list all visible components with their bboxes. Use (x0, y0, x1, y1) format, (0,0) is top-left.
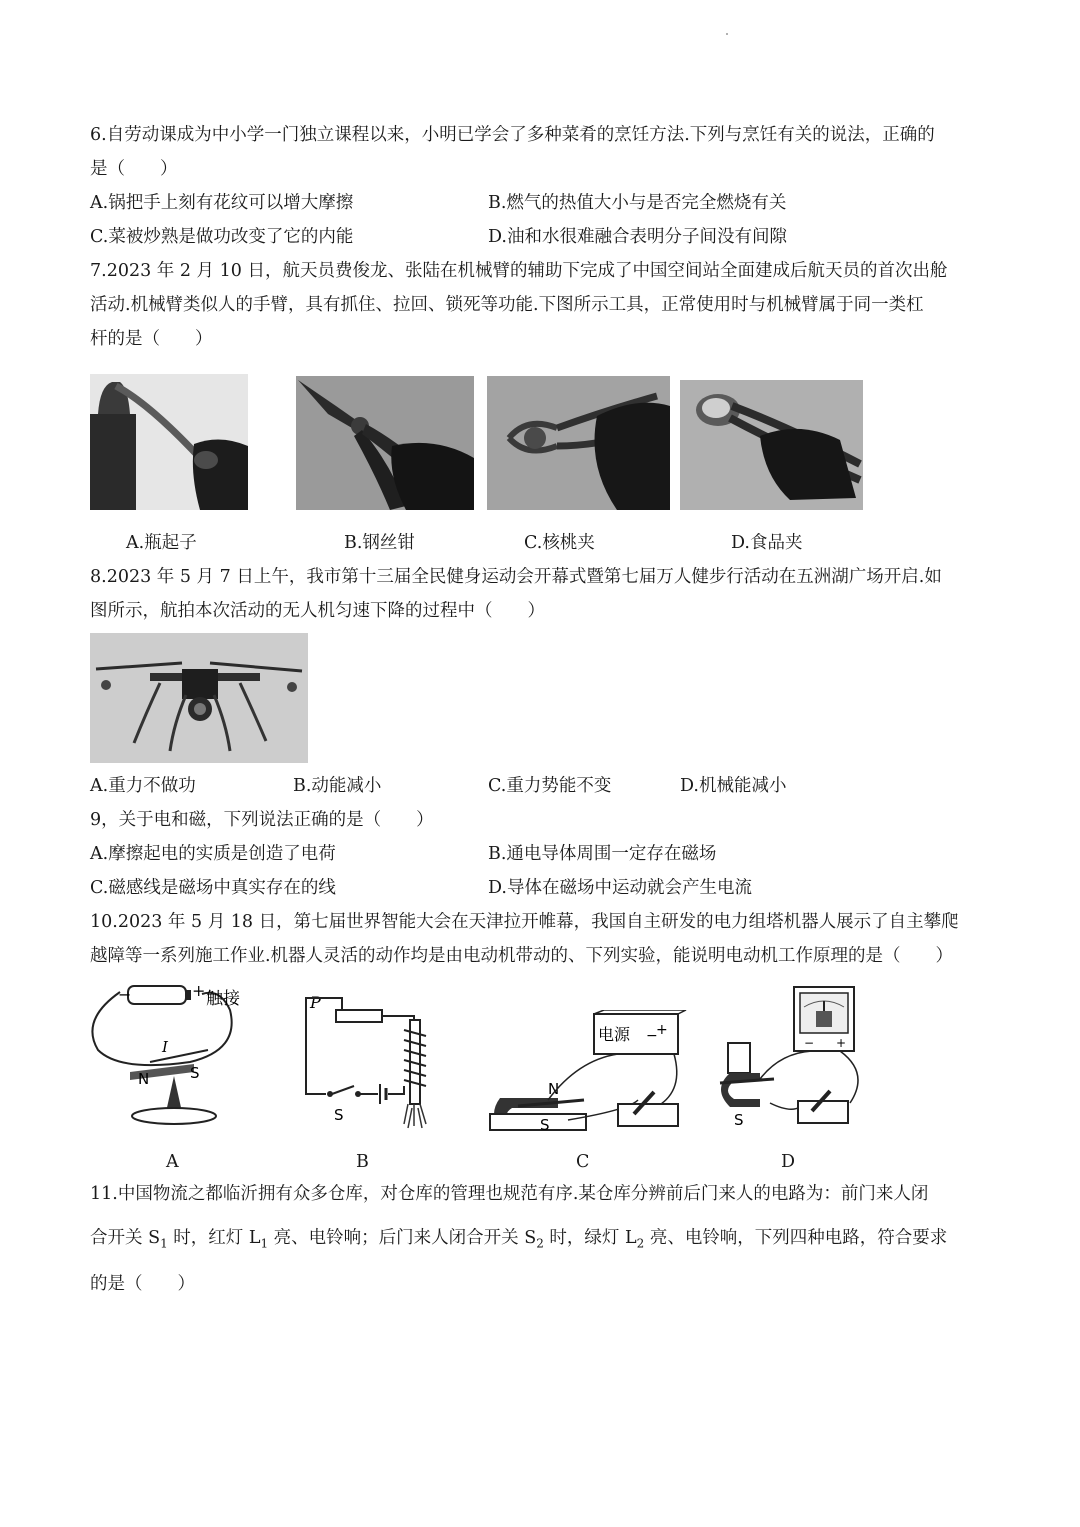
q11-text-b: 时，红灯 L (167, 1228, 261, 1248)
q7-stem-line3: 杆的是（ ） (90, 329, 213, 349)
q9-option-b: B.通电导体周围一定存在磁场 (488, 844, 717, 864)
q11-line2 (90, 1226, 947, 1256)
meter-plus-label: + (836, 1036, 847, 1050)
q7-stem-line1: 7.2023 年 2 月 10 日，航天员费俊龙、张陆在机械臂的辅助下完成了中国空间站全面建成后航天员的首次出舱 (90, 261, 948, 281)
bottle-opener-photo (90, 374, 248, 510)
motor-principle-diagram (488, 1010, 688, 1135)
q11-text-c: 亮、电铃响；后门来人闭合开关 S (268, 1228, 537, 1248)
meter-minus-label: − (804, 1036, 815, 1050)
q8-option-a: A.重力不做功 (90, 776, 196, 796)
switch-s-label-b: S (334, 1106, 344, 1124)
power-minus-label: − (646, 1028, 658, 1044)
q6-option-d: D.油和水很难融合表明分子间没有间隙 (488, 227, 787, 247)
q9-option-d: D.导体在磁场中运动就会产生电流 (488, 878, 752, 898)
needle-n-label: N (138, 1070, 150, 1088)
generator-principle-diagram (700, 983, 870, 1133)
magnet-s-label-c: S (540, 1116, 550, 1134)
magnet-s-label-d: S (734, 1111, 744, 1129)
magnet-n-label-c: N (548, 1080, 560, 1098)
q8-option-c: C.重力势能不变 (488, 776, 612, 796)
touch-label: 触接 (206, 989, 240, 1009)
q10-caption-b: B (356, 1152, 369, 1172)
q6-option-c: C.菜被炒熟是做功改变了它的内能 (90, 227, 354, 247)
q10-stem-line1: 10.2023 年 5 月 18 日，第七届世界智能大会在天津拉开帷幕，我国自主研发的电力组塔机器人展示了自主攀爬 (90, 912, 959, 932)
q6-stem-line1: 6.自劳动课成为中小学一门独立课程以来，小明已学会了多种菜肴的烹饪方法.下列与烹饪有关的说法，正确的 (90, 125, 935, 145)
q9-option-c: C.磁感线是磁场中真实存在的线 (90, 878, 336, 898)
l1-sub: 1 (260, 1236, 269, 1251)
q7-caption-a: A.瓶起子 (126, 533, 197, 553)
q8-stem-line2: 图所示，航拍本次活动的无人机匀速下降的过程中（ ） (90, 601, 545, 621)
q6-stem-line2: 是（ ） (90, 159, 178, 179)
wire-pliers-photo (296, 376, 474, 510)
q8-option-d: D.机械能减小 (680, 776, 787, 796)
q10-caption-d: D (781, 1152, 796, 1172)
q10-caption-a: A (166, 1152, 179, 1172)
q11-text-e: 亮、电铃响，下列四种电路，符合要求 (644, 1228, 948, 1248)
power-supply-label: 电源 (598, 1025, 631, 1044)
food-tongs-photo (680, 380, 863, 510)
q7-caption-d: D.食品夹 (731, 533, 803, 553)
q7-stem-line2: 活动.机械臂类似人的手臂，具有抓住、拉回、锁死等功能.下图所示工具，正常使用时与机械臂属于同一类杠 (90, 295, 924, 315)
current-label: I (162, 1038, 168, 1056)
electromagnet-diagram (296, 990, 446, 1130)
s2-sub: 2 (536, 1236, 544, 1251)
q9-option-a: A.摩擦起电的实质是创造了电荷 (90, 844, 336, 864)
q10-caption-c: C (576, 1152, 590, 1172)
needle-s-label: S (190, 1064, 200, 1082)
nutcracker-photo (487, 376, 670, 510)
q6-option-b: B.燃气的热值大小与是否完全燃烧有关 (488, 193, 787, 213)
battery-minus-label: − (118, 985, 132, 1004)
power-plus-label: + (656, 1022, 668, 1038)
s1-sub: 1 (160, 1236, 168, 1251)
q10-stem-line2: 越障等一系列施工作业.机器人灵活的动作均是由电动机带动的、下列实验，能说明电动机工作原理的是（ ） (90, 946, 954, 966)
q6-option-a: A.锅把手上刻有花纹可以增大摩擦 (90, 193, 354, 213)
drone-photo (90, 633, 308, 763)
q11-line1: 11.中国物流之都临沂拥有众多仓库，对仓库的管理也规范有序.某仓库分辨前后门来人的电路为：前门来人闭 (90, 1184, 929, 1204)
q8-option-b: B.动能减小 (293, 776, 382, 796)
q11-text-d: 时，绿灯 L (543, 1228, 637, 1248)
q8-stem-line1: 8.2023 年 5 月 7 日上午，我市第十三届全民健身运动会开幕式暨第七届万人健步行活动在五洲湖广场开启.如 (90, 567, 942, 587)
speck (726, 33, 728, 35)
oersted-diagram (90, 980, 250, 1130)
l2-sub: 2 (636, 1236, 645, 1251)
rheostat-p-label: P (310, 993, 321, 1012)
q9-stem: 9，关于电和磁，下列说法正确的是（ ） (90, 810, 434, 830)
battery-plus-label: + (192, 981, 206, 1000)
q7-caption-c: C.核桃夹 (524, 533, 595, 553)
q11-line3: 的是（ ） (90, 1274, 195, 1294)
q7-caption-b: B.钢丝钳 (344, 533, 415, 553)
q11-text-a: 合开关 S (90, 1228, 161, 1248)
